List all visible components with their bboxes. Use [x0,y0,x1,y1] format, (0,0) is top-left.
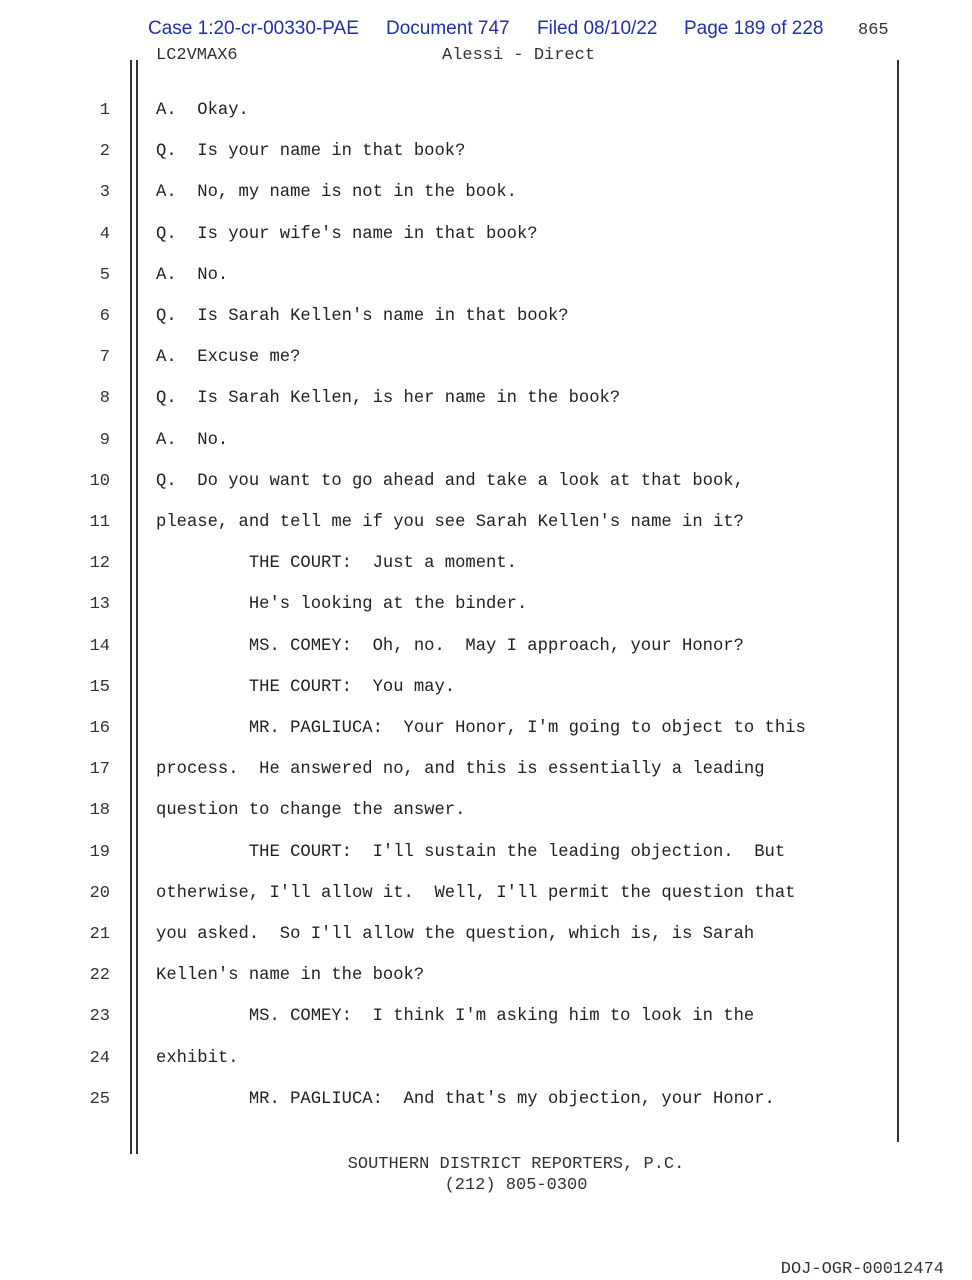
page-count: Page 189 of 228 [684,18,824,39]
transcript-line [0,760,972,790]
line-number: 15 [89,677,110,697]
transcript-line [0,431,972,461]
line-number: 9 [99,430,110,450]
line-text: exhibit. [156,1048,239,1068]
line-text: THE COURT: You may. [156,677,456,697]
line-text: MR. PAGLIUCA: Your Honor, I'm going to object to this [156,719,806,738]
transcript-line [0,266,972,296]
line-text: please, and tell me if you see Sarah Kellen's name in it? [156,513,744,532]
transcript-line [0,183,972,213]
line-number: 18 [89,801,110,821]
transcript-line [0,1049,972,1079]
line-text: Q. Is your wife's name in that book? [156,224,538,244]
line-number: 10 [89,471,110,491]
line-number: 19 [89,842,110,862]
line-text: you asked. So I'll allow the question, which is, is Sarah [156,925,755,944]
line-number: 3 [99,183,110,203]
reporter-phone: (212) 805-0300 [444,1176,588,1195]
line-text: A. No, my name is not in the book. [156,183,517,203]
line-text: MS. COMEY: I think I'm asking him to look in the [156,1007,755,1027]
transcript-line [0,1090,972,1120]
transcript-line [0,472,972,502]
line-number: 4 [99,224,110,244]
transcript-line [0,719,972,749]
line-number: 21 [89,925,110,944]
line-number: 20 [89,883,110,903]
line-number: 16 [89,719,110,738]
transcript-line [0,513,972,543]
transcript-code: LC2VMAX6 [156,46,238,65]
transcript-line [0,142,972,172]
line-number: 23 [89,1007,110,1027]
line-text: question to change the answer. [156,801,466,821]
line-text: Q. Is Sarah Kellen's name in that book? [156,307,569,326]
line-text: Q. Is your name in that book? [156,142,466,162]
transcript-line [0,1007,972,1037]
line-text: A. No. [156,430,229,450]
page-footer [0,1154,972,1196]
transcript-line [0,843,972,873]
transcript-line [0,637,972,667]
line-text: MS. COMEY: Oh, no. May I approach, your Honor? [156,636,744,656]
witness-heading: Alessi - Direct [442,46,596,65]
line-number: 22 [89,966,110,986]
transcript-line [0,925,972,955]
transcript-line [0,966,972,996]
line-number: 2 [99,142,110,162]
transcript-line [0,225,972,255]
reporter-name: SOUTHERN DISTRICT REPORTERS, P.C. [347,1155,685,1174]
line-number: 12 [89,554,110,574]
line-text: Q. Is Sarah Kellen, is her name in the book? [156,389,621,409]
line-number: 1 [99,101,110,120]
line-number: 6 [99,307,110,326]
line-number: 8 [99,389,110,409]
line-number: 25 [89,1089,110,1109]
line-text: A. No. [156,265,229,285]
transcript-line [0,101,972,131]
line-text: Q. Do you want to go ahead and take a look at that book, [156,471,744,491]
line-number: 24 [89,1048,110,1068]
line-text: MR. PAGLIUCA: And that's my objection, your Honor. [156,1089,775,1109]
filed-date: Filed 08/10/22 [537,18,658,39]
transcript-line [0,884,972,914]
transcript-line [0,595,972,625]
transcript-line [0,678,972,708]
line-text: THE COURT: I'll sustain the leading objection. But [156,842,786,862]
line-number: 7 [99,348,110,368]
transcript-line [0,801,972,831]
line-text: otherwise, I'll allow it. Well, I'll permit the question that [156,883,796,903]
line-number: 5 [99,265,110,285]
case-number: Case 1:20-cr-00330-PAE [148,18,359,39]
line-number: 17 [89,760,110,780]
transcript-line [0,554,972,584]
line-text: He's looking at the binder. [156,595,528,615]
transcript-line [0,389,972,419]
line-number: 14 [89,636,110,656]
line-text: Kellen's name in the book? [156,966,425,986]
transcript-line [0,348,972,378]
transcript-line [0,307,972,337]
document-id: DOJ-OGR-00012474 [780,1260,944,1279]
line-number: 13 [89,595,110,615]
page-number: 865 [858,21,889,40]
line-text: process. He answered no, and this is essentially a leading [156,760,765,780]
line-text: A. Okay. [156,101,249,120]
line-number: 11 [89,513,110,532]
line-text: THE COURT: Just a moment. [156,554,517,574]
line-text: A. Excuse me? [156,348,301,368]
document-number: Document 747 [386,18,510,39]
